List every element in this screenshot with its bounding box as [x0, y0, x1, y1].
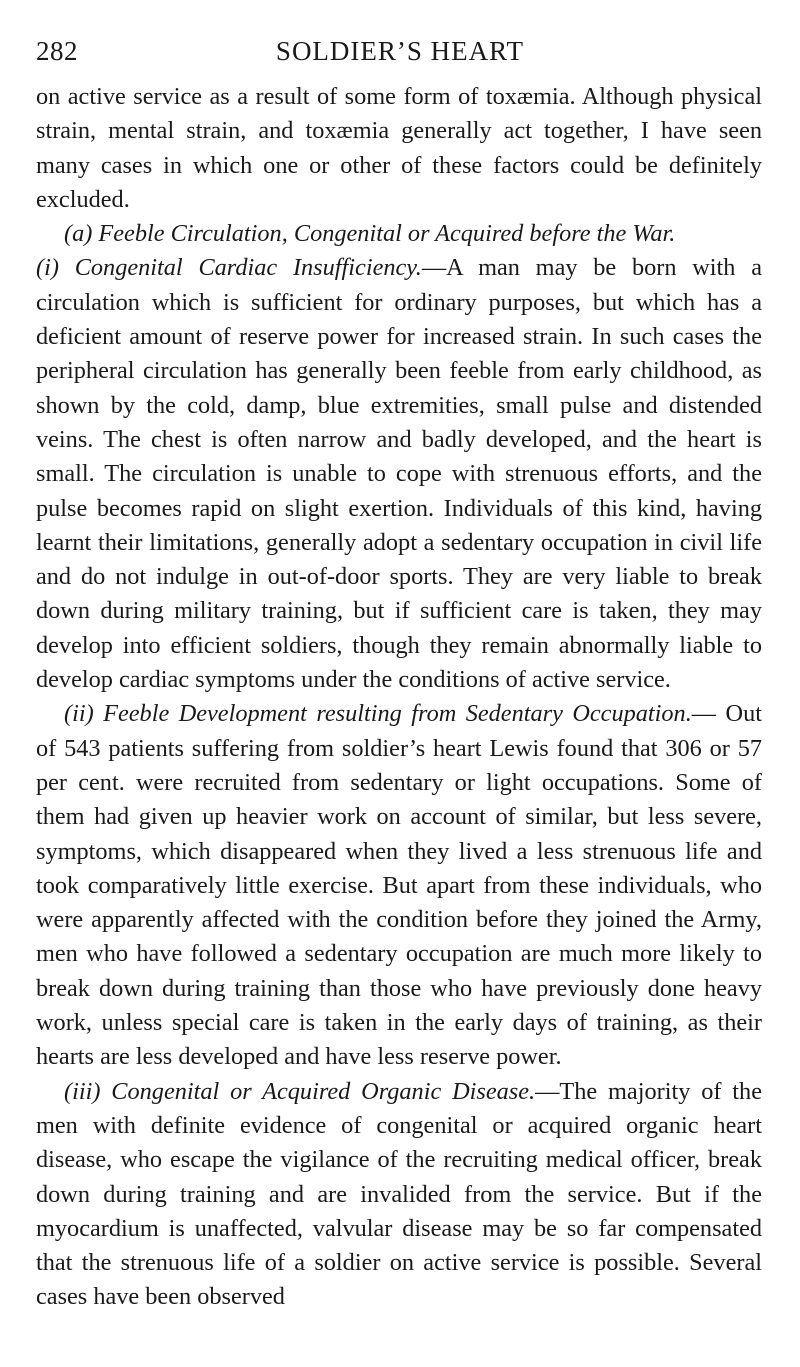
- paragraph-lead: (i) Congenital Cardiac Insufficiency.: [36, 254, 422, 282]
- section-heading-text: (a) Feeble Circulation, Congenital or Acquired before the War.: [64, 220, 676, 248]
- section-heading-a: [36, 217, 762, 251]
- running-title: SOLDIER’S HEART: [275, 36, 525, 66]
- paragraph-text: —A man may be born with a circulation which is sufficient for ordinary purposes, but which has a deficient amount of reserve power for increased strain. In such cases the peripheral circulation has generally been feeble from early childhood, as shown by the cold, damp, blue extremities, small pulse and distended veins. The chest is often narrow and badly developed, and the heart is small. The circulation is unable to cope with strenuous efforts, and the pulse becomes rapid on slight exertion. Individuals of this kind, having learnt their limitations, generally adopt a sedentary occupation in civil life and do not indulge in out-of-door sports. They are very liable to break down during military training, but if sufficient care is taken, they may develop into efficient soldiers, though they remain abnormally liable to develop cardiac symptoms under the conditions of active service.: [36, 254, 762, 694]
- running-head: [0, 22, 800, 66]
- paragraph-text: — Out of 543 patients suffering from soldier’s heart Lewis found that 306 or 57 per cent. were recruited from sedentary or light occupations. Some of them had given up heavier work on account of similar, but less severe, symptoms, which disappeared when they lived a less strenuous life and took comparatively little exercise. But apart from these individuals, who were apparently affected with the condition before they joined the Army, men who have followed a sedentary occupation are much more likely to break down during training than those who have previously done heavy work, unless special care is taken in the early days of training, as their hearts are less developed and have less reserve power.: [36, 700, 762, 1071]
- paragraph-feeble-development: [36, 697, 762, 1074]
- paragraph-lead: (ii) Feeble Development resulting from Sedentary Occupation.: [64, 700, 692, 728]
- body-text: [36, 80, 762, 1315]
- page-number: 282: [36, 36, 78, 66]
- paragraph-organic-disease: [36, 1075, 762, 1315]
- paragraph-congenital-cardiac-insufficiency: [36, 251, 762, 697]
- paragraph-lead: (iii) Congenital or Acquired Organic Disease.: [64, 1077, 536, 1105]
- paragraph-text: —The majority of the men with definite evidence of congenital or acquired organic heart disease, who escape the vigilance of the recruiting medical officer, break down during training and are invalided from the service. But if the myocardium is unaffected, valvular disease may be so far compensated that the strenuous life of a soldier on active service is possible. Several cases have been observed: [36, 1077, 762, 1311]
- paragraph-continuation: [36, 80, 762, 217]
- paragraph-text: on active service as a result of some form of toxæmia. Although physical strain, mental strain, and toxæmia generally act together, I have seen many cases in which one or other of these factors could be definitely excluded.: [36, 83, 762, 213]
